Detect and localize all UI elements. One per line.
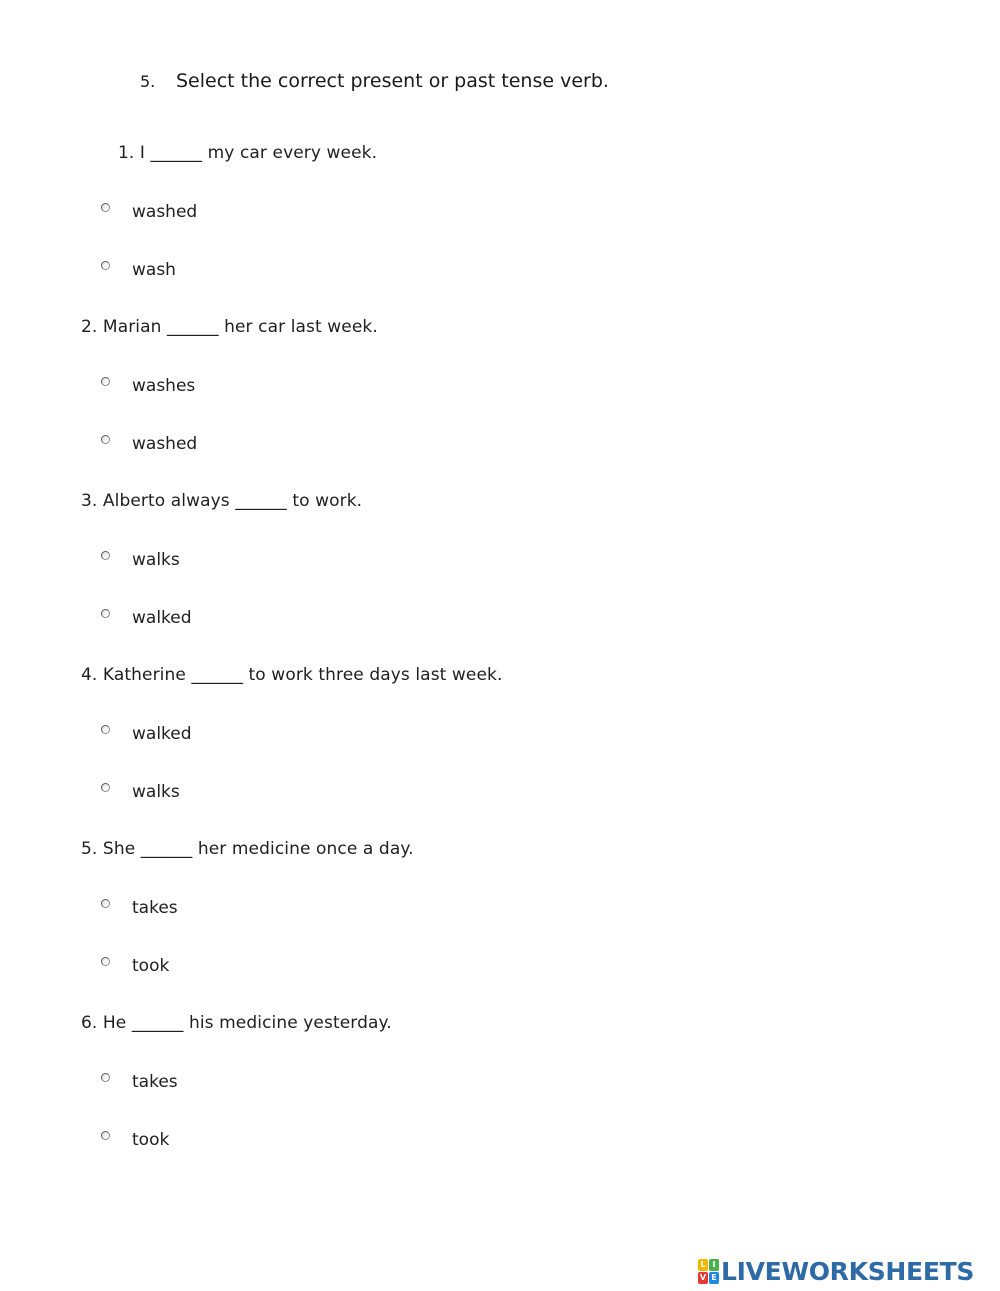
logo-block: E xyxy=(709,1272,719,1284)
question-6-option-1[interactable] xyxy=(100,1070,178,1094)
option-label: took xyxy=(132,1130,170,1150)
radio-button[interactable] xyxy=(101,1073,110,1082)
option-label: walks xyxy=(132,550,180,570)
question-5-option-2[interactable] xyxy=(100,954,169,978)
question-5-option-1[interactable] xyxy=(100,896,178,920)
question-4-option-1[interactable] xyxy=(100,722,192,746)
question-3: 3. Alberto always ______ to work. xyxy=(81,491,363,511)
option-label: walks xyxy=(132,782,180,802)
question-5: 5. She ______ her medicine once a day. xyxy=(81,839,414,859)
question-6-option-2[interactable] xyxy=(100,1128,169,1152)
question-2-option-2[interactable] xyxy=(100,432,197,456)
option-label: washed xyxy=(132,434,198,454)
radio-button[interactable] xyxy=(101,203,110,212)
logo-block: V xyxy=(699,1272,707,1282)
question-4: 4. Katherine ______ to work three days last week. xyxy=(81,665,503,685)
radio-button[interactable] xyxy=(101,1131,110,1140)
radio-button[interactable] xyxy=(101,261,110,270)
question-1-option-1[interactable] xyxy=(100,200,197,224)
logo-blocks-icon xyxy=(698,1259,719,1284)
instruction-heading xyxy=(140,70,609,92)
option-label: washes xyxy=(132,376,196,396)
option-label: washed xyxy=(132,202,198,222)
logo-text: LIVEWORKSHEETS xyxy=(721,1256,975,1286)
radio-button[interactable] xyxy=(101,899,110,908)
question-2-option-1[interactable] xyxy=(100,374,195,398)
radio-button[interactable] xyxy=(101,725,110,734)
question-1-option-2[interactable] xyxy=(100,258,176,282)
question-2: 2. Marian ______ her car last week. xyxy=(81,317,378,337)
option-label: takes xyxy=(132,1072,178,1092)
radio-button[interactable] xyxy=(101,377,110,386)
liveworksheets-logo xyxy=(698,1257,974,1285)
instruction-text: Select the correct present or past tense verb. xyxy=(176,70,609,92)
question-4-option-2[interactable] xyxy=(100,780,180,804)
logo-block: L xyxy=(698,1259,708,1271)
radio-button[interactable] xyxy=(101,957,110,966)
option-label: wash xyxy=(132,260,176,280)
option-label: walked xyxy=(132,724,192,744)
option-label: took xyxy=(132,956,170,976)
radio-button[interactable] xyxy=(101,783,110,792)
question-3-option-2[interactable] xyxy=(100,606,192,630)
instruction-number: 5. xyxy=(140,72,156,91)
option-label: walked xyxy=(132,608,192,628)
logo-block: I xyxy=(709,1259,719,1271)
radio-button[interactable] xyxy=(101,435,110,444)
radio-button[interactable] xyxy=(101,609,110,618)
option-label: takes xyxy=(132,898,178,918)
question-3-option-1[interactable] xyxy=(100,548,180,572)
question-1: 1. I ______ my car every week. xyxy=(118,143,378,163)
question-6: 6. He ______ his medicine yesterday. xyxy=(81,1013,392,1033)
radio-button[interactable] xyxy=(101,551,110,560)
